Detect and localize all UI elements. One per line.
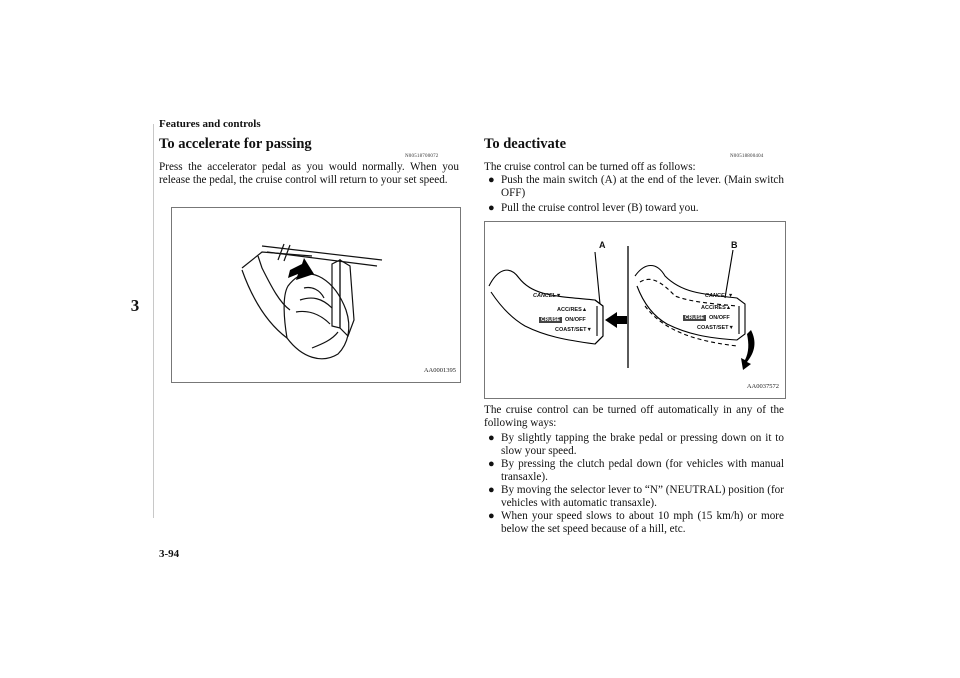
list-item: ● When your speed slows to about 10 mph (15 km/h) or more below the set speed because of a hill, etc. bbox=[488, 510, 784, 535]
right-column bbox=[484, 136, 784, 215]
coast-set-label-right: COAST/SET▼ bbox=[697, 325, 734, 331]
list-item: ● By pressing the clutch pedal down (for vehicles with manual transaxle). bbox=[488, 458, 784, 483]
label-b: B bbox=[731, 240, 738, 250]
section-code: N00518800404 bbox=[730, 154, 764, 159]
bullet-icon: ● bbox=[488, 484, 495, 496]
list-item: ● By slightly tapping the brake pedal or pressing down on it to slow your speed. bbox=[488, 432, 784, 457]
foot-pedal-illustration bbox=[172, 208, 460, 382]
accelerator-pedal-figure bbox=[171, 207, 461, 383]
chapter-divider bbox=[153, 124, 154, 518]
bullet-icon: ● bbox=[488, 432, 495, 444]
acc-res-label-left: ACC/RES▲ bbox=[557, 307, 588, 313]
bullet-icon: ● bbox=[488, 174, 495, 186]
bullet-icon: ● bbox=[488, 458, 495, 470]
auto-deactivate-list bbox=[484, 432, 784, 536]
auto-intro: The cruise control can be turned off automatically in any of the following ways: bbox=[484, 404, 784, 429]
section-title-deactivate: To deactivate bbox=[484, 136, 567, 152]
section-title-passing: To accelerate for passing bbox=[159, 136, 312, 152]
bullet-icon: ● bbox=[488, 510, 495, 522]
section-code: N00518700072 bbox=[405, 154, 439, 159]
list-item: ● Push the main switch (A) at the end of the lever. (Main switch OFF) bbox=[488, 174, 784, 199]
chapter-tab: 3 bbox=[130, 296, 140, 315]
figure-code: AA0037572 bbox=[746, 383, 779, 390]
cruise-label-left: CRUISE bbox=[541, 317, 560, 323]
acc-res-label-right: ACC/RES▲ bbox=[701, 305, 732, 311]
cruise-label-right: CRUISE bbox=[685, 315, 704, 321]
section-header: Features and controls bbox=[159, 118, 261, 130]
left-column bbox=[159, 136, 459, 187]
list-item: ● By moving the selector lever to “N” (NEUTRAL) position (for vehicles with automatic transaxle). bbox=[488, 484, 784, 509]
passing-paragraph: Press the accelerator pedal as you would normally. When you release the pedal, the cruise control will return to your set speed. bbox=[159, 161, 459, 186]
bullet-icon: ● bbox=[488, 202, 495, 214]
on-off-label-left: ON/OFF bbox=[565, 317, 586, 323]
on-off-label-right: ON/OFF bbox=[709, 315, 730, 321]
deactivate-list bbox=[484, 174, 784, 215]
deactivate-intro: The cruise control can be turned off as follows: bbox=[484, 161, 696, 173]
auto-deactivate-block bbox=[484, 404, 784, 536]
cruise-lever-illustration bbox=[485, 222, 785, 398]
cruise-lever-figure bbox=[484, 221, 786, 399]
coast-set-label-left: COAST/SET▼ bbox=[555, 327, 592, 333]
cancel-label-left: CANCEL▼ bbox=[533, 293, 562, 299]
list-item: ● Pull the cruise control lever (B) toward you. bbox=[488, 202, 699, 214]
figure-code: AA0001395 bbox=[423, 367, 456, 374]
page-number: 3-94 bbox=[159, 548, 180, 560]
cancel-label-right: CANCEL▼ bbox=[705, 293, 734, 299]
label-a: A bbox=[599, 240, 606, 250]
